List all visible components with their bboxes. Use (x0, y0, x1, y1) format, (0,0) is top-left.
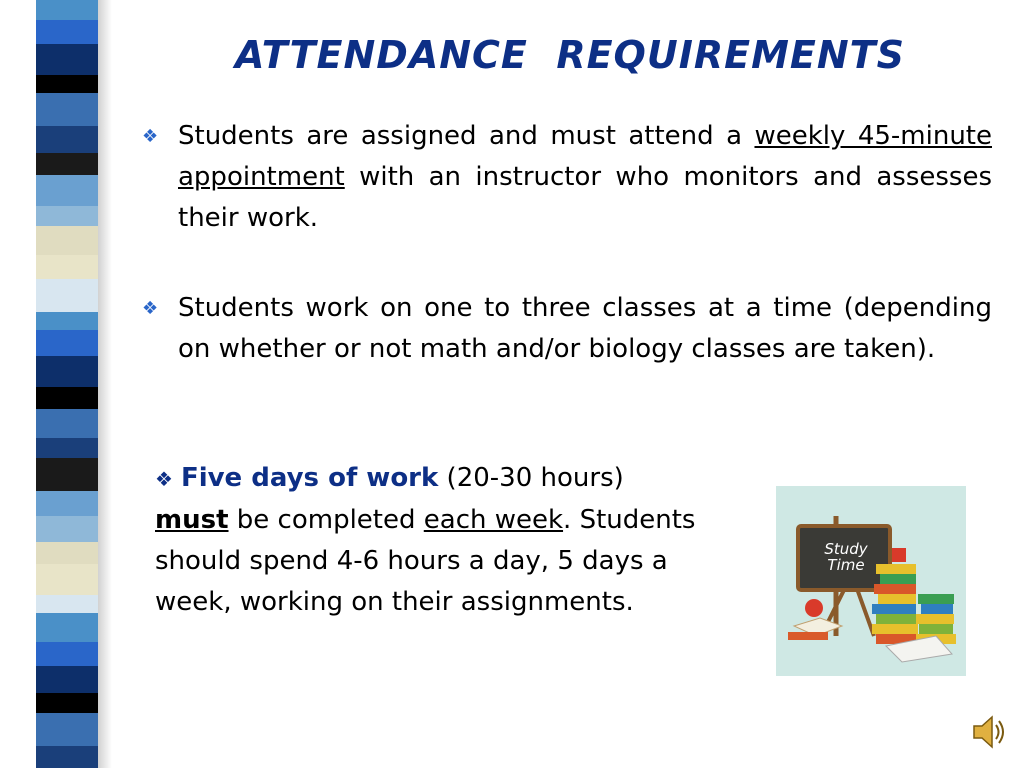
stripe-band (36, 693, 98, 713)
book (919, 624, 953, 634)
study-time-clipart (776, 486, 966, 676)
stripe-band (36, 153, 98, 175)
stripe-band (36, 93, 98, 126)
chalkboard-text-line2: Time (827, 556, 865, 574)
stripe-band (36, 75, 98, 93)
book-base (788, 632, 828, 640)
paragraph-end-text: . Students should spend 4-6 hours a day, 5 days a week, working on their assignments. (155, 505, 696, 617)
book (876, 564, 916, 574)
each-week-emphasis: each week (423, 505, 564, 535)
five-days-of-work: Five days of work (180, 463, 439, 493)
bullet-1-text-start: Students are assigned and must attend a (178, 121, 755, 151)
diamond-bullet-icon: ❖ (142, 298, 159, 319)
stripe-band (36, 438, 98, 458)
stripe-band (36, 409, 98, 438)
stripe-band (36, 20, 98, 44)
stripe-band (36, 746, 98, 768)
decorative-stripe-bar (36, 0, 98, 768)
bullet-1-underlined-phrase: weekly 45-minute appointment (178, 121, 992, 192)
stripe-band (36, 595, 98, 613)
stripe-band (36, 356, 98, 387)
stripe-shadow (98, 0, 112, 768)
book (921, 604, 953, 614)
stripe-band (36, 226, 98, 255)
stripe-band (36, 44, 98, 75)
book (874, 584, 916, 594)
stripe-band (36, 330, 98, 357)
must-emphasis: must (155, 505, 229, 535)
paragraph-mid-text: be completed (228, 505, 424, 535)
apple (805, 599, 823, 617)
stripe-band (36, 642, 98, 666)
stripe-band (36, 458, 98, 491)
diamond-bullet-icon: ❖ (142, 126, 159, 147)
stripe-band (36, 564, 98, 595)
stripe-band (36, 126, 98, 153)
stripe-band (36, 312, 98, 330)
stripe-band (36, 713, 98, 746)
bullet-1-text-end: with an instructor who monitors and assesses their work. (178, 162, 992, 233)
diamond-bullet-icon: ❖ (155, 467, 173, 491)
stripe-band (36, 255, 98, 279)
book (876, 614, 916, 624)
stripe-band (36, 542, 98, 564)
bullet-text-1 (178, 116, 992, 239)
bullet-item-1 (142, 116, 992, 239)
cup (892, 548, 906, 562)
stripe-band (36, 491, 98, 515)
speaker-icon[interactable] (970, 712, 1006, 752)
stripe-band (36, 206, 98, 226)
stripe-band (36, 175, 98, 206)
stripe-band (36, 666, 98, 693)
book (872, 604, 916, 614)
chalkboard-text-line1: Study (824, 540, 868, 558)
stripe-band (36, 279, 98, 312)
book (878, 594, 916, 604)
stripe-band (36, 0, 98, 20)
stripe-band (36, 516, 98, 543)
work-days-paragraph (155, 458, 745, 623)
bullet-item-2 (142, 288, 992, 370)
stripe-band (36, 387, 98, 409)
book (872, 624, 918, 634)
bullet-text-2: Students work on one to three classes at a time (depending on whether or not math and/or biology classes are taken). (178, 293, 992, 364)
stripe-band (36, 613, 98, 642)
book (918, 594, 954, 604)
book (880, 574, 916, 584)
hours-range: (20-30 hours) (438, 463, 624, 493)
page-title: ATTENDANCE REQUIREMENTS (235, 33, 905, 77)
book (916, 614, 954, 624)
